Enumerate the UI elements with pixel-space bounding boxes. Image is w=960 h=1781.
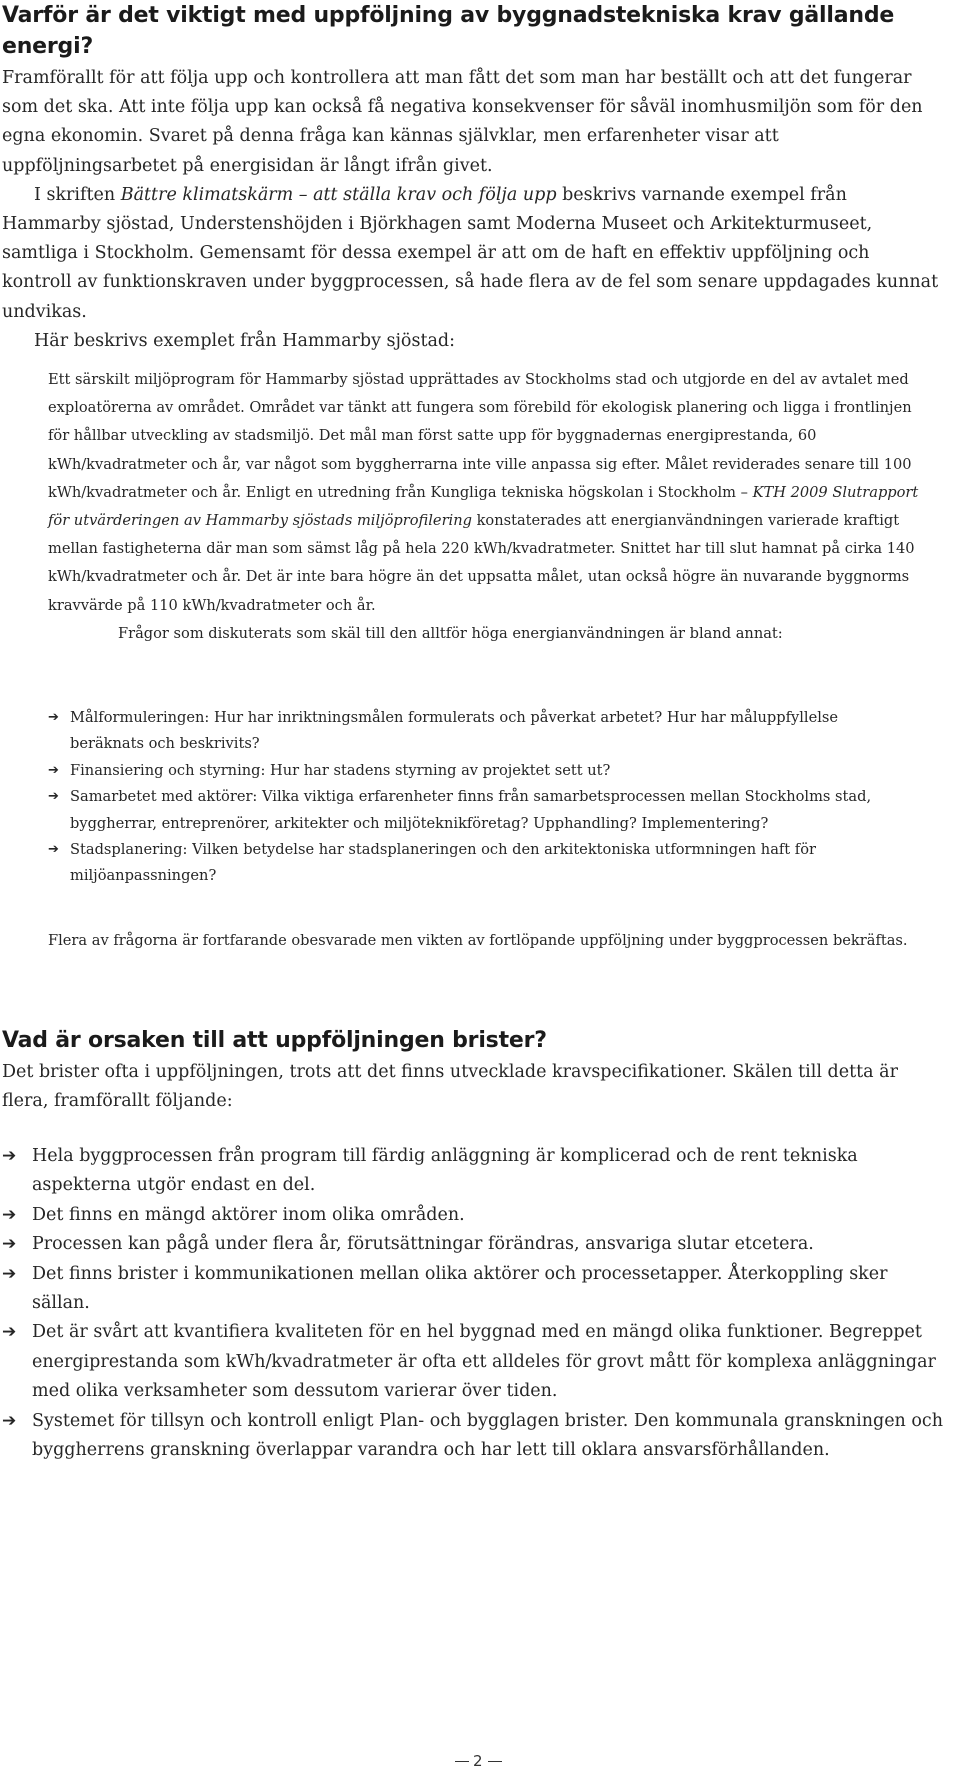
list-item xyxy=(2,1201,947,1230)
report-reference: KTH 2009 Slutrapport för utvärderingen av Hammarby sjöstads miljöprofilering xyxy=(48,483,919,530)
arrow-icon: ➔ xyxy=(48,789,59,805)
arrow-icon: ➔ xyxy=(48,762,59,778)
list-item xyxy=(2,1260,947,1319)
arrow-icon: ➔ xyxy=(2,1410,17,1431)
paragraph-publication-examples xyxy=(2,181,942,327)
page-number-text: 2 xyxy=(473,1752,484,1770)
list-item-text: Hela byggprocessen från program till färdig anläggning är komplicerad och de rent tekniska aspekterna utgör endast en del. xyxy=(32,1146,858,1196)
list-item xyxy=(2,1230,947,1259)
questions-list xyxy=(48,705,908,890)
paragraph-lead: I skriften xyxy=(34,184,121,205)
list-item xyxy=(2,1407,947,1466)
list-item xyxy=(2,1142,947,1201)
arrow-icon: ➔ xyxy=(2,1263,17,1284)
paragraph-part-b: konstaterades att energianvändningen varierade kraftigt mellan fastigheterna där man som sämst låg på hela 220 kWh/kvadratmeter. Snittet har till slut hamnat på cirka 140 kWh/kvadratmeter och år. Det är inte bara högre än det uppsatta målet, utan också högre än nuvarande byggnorms kravvärde på 110 kWh/kvadratmeter och år. xyxy=(48,512,915,614)
list-item-text: Stadsplanering: Vilken betydelse har stadsplaneringen och den arkitektoniska utformningen haft för miljöanpassningen? xyxy=(70,841,816,885)
arrow-icon: ➔ xyxy=(48,710,59,725)
list-item xyxy=(48,758,908,784)
arrow-icon: ➔ xyxy=(2,1322,17,1343)
arrow-icon: ➔ xyxy=(2,1234,17,1255)
paragraph-part-a: Ett särskilt miljöprogram för Hammarby sjöstad upprättades av Stockholms stad och utgjorde en del av avtalet med exploatörerna av området. Området var tänkt att fungera som förebild för ekologisk planering och ligga i frontlinjen för hållbar utveckling av stadsmiljö. Det mål man först satte upp för byggnadernas energiprestanda, 60 kWh/kvadratmeter och år, var något som byggherrarna inte ville anpassa sig efter. Målet reviderades senare till 100 kWh/kvadratmeter och år. Enligt en utredning från Kungliga tekniska högskolan i Stockholm – xyxy=(48,371,912,501)
section-heading-causes: Vad är orsaken till att uppföljningen brister? xyxy=(2,1028,547,1053)
dash-ornament xyxy=(488,1761,502,1762)
list-item-text: Det finns brister i kommunikationen mellan olika aktörer och processetapper. Återkoppling sker sällan. xyxy=(32,1263,888,1314)
paragraph-rest: beskrivs varnande exempel från Hammarby sjöstad, Understenshöjden i Björkhagen samt Moderna Museet och Arkitekturmuseet, samtliga i Stockholm. Gemensamt för dessa exempel är att om de haft en effektiv uppföljning och kontroll av funktionskraven under byggprocessen, så hade flera av de fel som senare uppdagades kunnat undvikas. xyxy=(2,184,939,322)
page-number xyxy=(455,1752,515,1770)
list-item-text: Målformuleringen: Hur har inriktningsmålen formulerats och påverkat arbetet? Hur har måluppfyllelse beräknats och beskrivits? xyxy=(70,709,839,753)
paragraph-questions-intro: Frågor som diskuterats som skäl till den alltför höga energianvändningen är bland annat: xyxy=(118,624,783,642)
publication-title: Bättre klimatskärm – att ställa krav och följa upp xyxy=(120,184,557,205)
paragraph-purpose: Framförallt för att följa upp och kontrollera att man fått det som man har beställt och att det fungerar som det ska. Att inte följa upp kan också få negativa konsekvenser för såväl inomhusmiljön som för den egna ekonomin. Svaret på denna fråga kan kännas självklar, men erfarenheter visar att uppföljningsarbetet på energisidan är långt ifrån givet. xyxy=(2,68,923,176)
list-item-text: Finansiering och styrning: Hur har stadens styrning av projektet sett ut? xyxy=(70,761,611,779)
paragraph-hammarby-description xyxy=(48,366,928,620)
list-item xyxy=(48,705,908,758)
section-heading-why-follow-up: Varför är det viktigt med uppföljning av byggnadstekniska krav gällande energi? xyxy=(2,3,895,59)
list-item-text: Det finns en mängd aktörer inom olika områden. xyxy=(32,1204,465,1225)
causes-list xyxy=(2,1142,947,1465)
arrow-icon: ➔ xyxy=(48,842,59,858)
dash-ornament xyxy=(455,1761,469,1762)
list-item xyxy=(48,837,908,890)
list-item-text: Det är svårt att kvantifiera kvaliteten för en hel byggnad med en mängd olika funktioner. Begreppet energiprestanda som kWh/kvadratmeter är ofta ett alldeles för grovt mått för komplexa anläggningar med olika verksamheter som dessutom varierar över tiden. xyxy=(32,1322,936,1402)
paragraph-causes-intro: Det brister ofta i uppföljningen, trots att det finns utvecklade kravspecifikationer. Skälen till detta är flera, framförallt följande: xyxy=(2,1062,898,1112)
example-hammarby-text xyxy=(48,366,928,648)
list-item xyxy=(2,1318,947,1406)
list-item-text: Samarbetet med aktörer: Vilka viktiga erfarenheter finns från samarbetsprocessen mellan Stockholms stad, byggherrar, entreprenörer, arkitekter och miljöteknikföretag? Upphandling? Implementering? xyxy=(70,788,872,832)
arrow-icon: ➔ xyxy=(2,1204,17,1225)
paragraph-closing: Flera av frågorna är fortfarande obesvarade men vikten av fortlöpande uppföljning under byggprocessen bekräftas. xyxy=(48,932,908,949)
list-item-text: Systemet för tillsyn och kontroll enligt Plan- och bygglagen brister. Den kommunala granskningen och byggherrens granskning överlappar varandra och har lett till oklara ansvarsförhållanden. xyxy=(32,1410,943,1461)
list-item xyxy=(48,784,908,837)
arrow-icon: ➔ xyxy=(2,1146,17,1166)
list-item-text: Processen kan pågå under flera år, förutsättningar förändras, ansvariga slutar etcetera. xyxy=(32,1234,814,1255)
paragraph-example-intro: Här beskrivs exemplet från Hammarby sjöstad: xyxy=(34,330,456,351)
section-intro-text xyxy=(2,64,942,356)
